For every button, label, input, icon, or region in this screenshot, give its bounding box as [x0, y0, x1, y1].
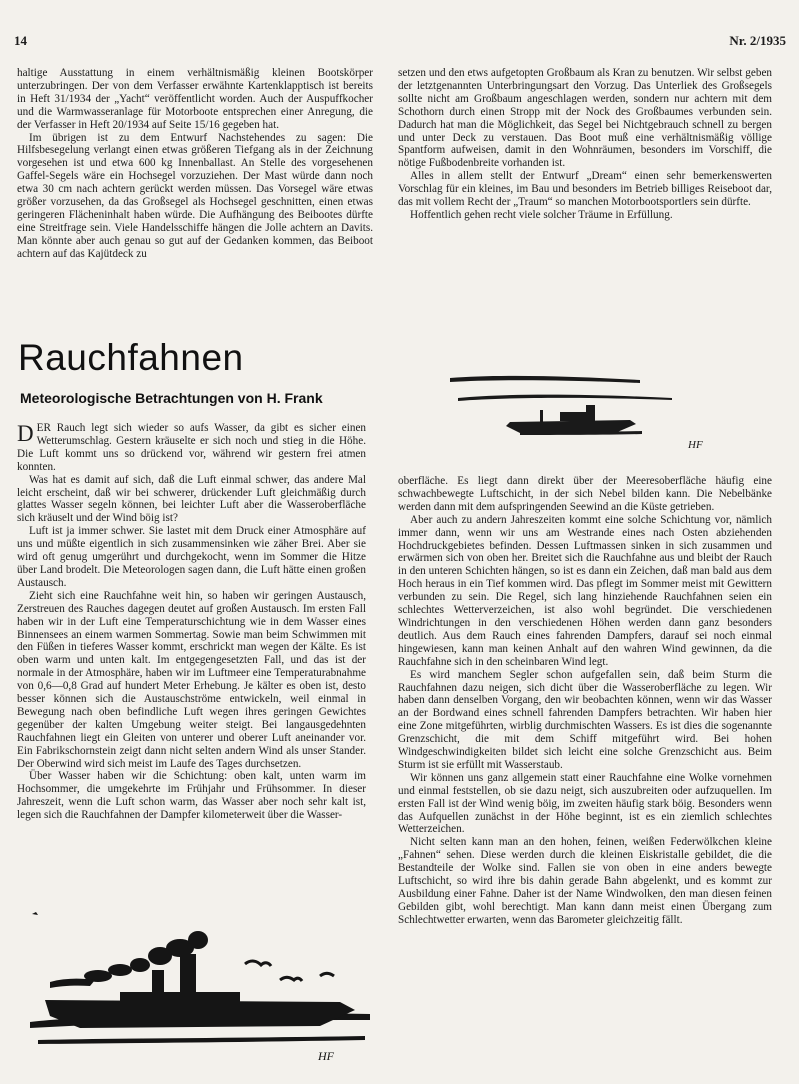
illustrator-signature: HF — [688, 439, 703, 451]
paragraph: Luft ist ja immer schwer. Sie lastet mit dem Druck einer Atmosphäre auf uns und müßte eigentlich in sich zusammensinken wie zäher Brei. Aber sie wird oft genug umgerührt und durchgekocht, wenn im Sommer die Hitze über Land brodelt. Die Meteorologen sagen dann, die Luft hätte einen großen Austausch. — [17, 525, 366, 589]
paragraph-first — [17, 422, 366, 474]
paragraph: Aber auch zu andern Jahreszeiten kommt eine solche Schichtung vor, nämlich immer dann, wenn wir uns am Westrande eines nach Osten abziehenden Hochdruckgebietes befinden. Dessen Luftmassen sinken in sich zusammen und erwärmen sich von oben her. Breitet sich die Rauchfahne aus und bleibt der Rauch in den unteren Schichten hängen, so ist es dann ein Zeichen, daß man bald aus dem Hoch heraus in ein Tief kommen wird. Das pflegt im Sommer meist mit Gewittern verbunden zu sein. Die Regel, sich lang hinziehende Rauchfahnen seien ein schlechtes Wetterverzeichen, ist also wohl begründet. Die verschiedenen Windrichtungen in den verschiedenen Höhen werden dann ganz besonders deutlich. Aus dem Rauch eines fahrenden Dampfers, darauf sei noch einmal hingewiesen, kann man keinen Anhalt auf den wahren Wind gewinnen, da die Rauchfahne sich in den scheinbaren Wind legt. — [398, 513, 772, 668]
top-right-column — [398, 67, 772, 222]
smoke-trail — [450, 376, 640, 383]
paragraph: Wir können uns ganz allgemein statt einer Rauchfahne eine Wolke vornehmen und einmal feststellen, ob sie dazu neigt, sich auszubreiten oder aufzuquellen. Im ersten Fall ist der Wind wenig böig, im zweiten häufig stark böig. Besonders wenn das Aufquellen zunächst in der Höhe beginnt, ist es ein ziemlich schlechtes Wetterzeichen. — [398, 771, 772, 836]
paragraph: Im übrigen ist zu dem Entwurf Nachstehendes zu sagen: Die Hilfsbesegelung verlangt einen etwas größeren Tiefgang als in der Zeichnung vorgesehen ist und etwa 600 kg Innenballast. An Stelle des vorgesehenen Gaffel-Segels wäre ein Hochsegel vorzuziehen. Der Mast würde dann noch etwa 30 cm nach achtern gerückt werden müssen. Das Vorsegel wäre etwas größer vorzusehen, da das Großsegel als Hochsegel geschnitten, einen etwas geringeren Flächeninhalt haben würde. Die Aufhängung des Beibootes dürfte eine Streitfrage sein. Viele Handelsschiffe hängen die Jolle achtern an Davits. Man könnte aber auch genau so gut auf der Gedanken kommen, das Beiboot achtern auf das Kajütdeck zu — [17, 131, 373, 260]
paragraph: Nicht selten kann man an den hohen, feinen, weißen Federwölkchen kleine „Fahnen“ sehen. Diese werden durch die kleinen Eiskristalle gebildet, die die Bestandteile der Wolke sind. Fallen sie von oben in eine anders bewegte Luftschicht, so wird ihre bis dahin gerade Bahn abgelenkt, und es kommt zur Ausbildung einer Fahne. Daher ist der Name Windwolken, den man diesen feinen Gebilden gibt, wohl berechtigt. Man kann dann meist einen Übergang zum Schlechtwetter erwarten, wenn das Barometer gleichzeitig fällt. — [398, 836, 772, 926]
paragraph: oberfläche. Es liegt dann direkt über der Meeresoberfläche häufig eine schwachbewegte Luftschicht, in der sich Nebel bilden kann. Die Nebelbänke werden dann mit dem aufspringenden Seewind an die Küste getrieben. — [398, 475, 772, 513]
top-left-column — [17, 67, 373, 261]
article-right-column — [398, 475, 772, 927]
drop-cap: D — [17, 421, 34, 446]
steamship-illustration-bottom — [20, 910, 380, 1070]
ship-deckhouse — [560, 412, 590, 421]
article-subtitle: Meteorologische Betrachtungen von H. Frank — [20, 390, 323, 406]
paragraph: setzen und den etws aufgetopten Großbaum als Kran zu benutzen. Wir selbst geben der letztgenannten Unterbringungsart den Vorzug. Das Unterliek des Großsegels sollte nicht am Großbaum angeschlagen werden, sondern nur achtern mit dem Schothorn durch einen Stropp mit der Nock des Großbaumes verbunden sein. Dadurch hat man die Möglichkeit, das Segel bei Nichtgebrauch schnell zu bergen und unter Deck zu verstauen. Das Boot muß eine verhältnismäßig völlige Spantform aufweisen, damit in den Wohnräumen, besonders im Vorschiff, die nötige Fußbodenbreite vorhanden ist. — [398, 67, 772, 170]
paragraph: Es wird manchem Segler schon aufgefallen sein, daß beim Sturm die Rauchfahnen dazu neigen, sich dicht über die Wasseroberfläche zu legen. Wir haben dann denselben Vorgang, den wir beobachten können, wenn wir das Wasser an der Bordwand eines schnell fahrenden Dampfers betrachten. Wir haben hier eine Zone mitgeführten, wirblig durchmischten Wassers. Es ist dies die sogenannte Grenzschicht, die mit dem Schiff mitgeführt wird. Bei hohen Windgeschwindigkeiten bildet sich leicht eine solche Grenzschicht aus. Beim Sturm ist sie erfüllt mit Wasserstaub. — [398, 668, 772, 771]
paragraph: Alles in allem stellt der Entwurf „Dream“ einen sehr bemerkenswerten Vorschlag für ein kleines, im Bau und besonders im Betrieb billiges Reiseboot dar, das mit vollem Recht der „Traum“ so manchen Motorbootsportlers sein dürfte. — [398, 170, 772, 209]
article-left-column — [17, 422, 366, 822]
paragraph-first-text: ER Rauch legt sich wieder so aufs Wasser, da gibt es sicher einen Wetterumschlag. Gestern kräuselte er sich noch und stieg in die Höhe. Die Luft kommt uns so drückend vor, während wir gestern frei atmen konnten. — [17, 422, 366, 473]
paragraph: Zieht sich eine Rauchfahne weit hin, so haben wir geringen Austausch, Zerstreuen des Rauches dagegen deutet auf großen Austausch. Im ersten Fall haben wir in der Luft eine Temperaturschichtung wie in dem Wasser eines Binnensees an einem warmen Sommertag. Sowie man beim Schwimmen mit den Füßen in tieferes Wasser kommt, erschrickt man wegen der Kälte. Es ist oben warm und unten kalt. Im entgegengesetzten Fall, und das ist der normale in der Atmosphäre, haben wir im Luftmeer eine Temperaturabnahme von 0,6—0,8 Grad auf hundert Meter Erhebung. Je kälter es oben ist, desto besser können sich die Austauschströme entwickeln, weil einmal in Bewegung nach oben befindliche Luft wegen ihres geringen Gewichtes gegenüber der kalten Umgebung weiter steigt. Bei langausgedehnten Rauchfahnen liegt ein Gleiten von unterer und oberer Luft aneinander vor. Ein Fabrikschornstein zeigt dann nicht selten andern Wind als unser Stander. Der Oberwind wird sich meist im Laufe des Tages durchsetzen. — [17, 589, 366, 770]
illustrator-signature: HF — [318, 1049, 334, 1063]
page-number: 14 — [14, 33, 27, 48]
article-title: Rauchfahnen — [18, 337, 244, 378]
issue-number: Nr. 2/1935 — [729, 33, 786, 48]
steamship-illustration-top — [410, 360, 710, 460]
paragraph: Hoffentlich gehen recht viele solcher Träume in Erfüllung. — [410, 208, 673, 221]
paragraph: Über Wasser haben wir die Schichtung: oben kalt, unten warm im Hochsommer, die umgekehrte im Frühjahr und Frühsommer. In dieser Jahreszeit, wenn die Luft schon warm, das Wasser aber noch sehr kalt ist, legen sich die Rauchfahnen der Dampfer kilometerweit über die Wasser- — [17, 770, 366, 822]
ship-hull — [506, 420, 636, 433]
paragraph: Was hat es damit auf sich, daß die Luft einmal schwer, das andere Mal leicht erscheint, daß wir bei schwerer, drückender Luft gleichmäßig durch glattes Wasser segeln können, bei leichter Luft aber die Wasseroberfläche sich kräuselt und der Wind böig ist? — [17, 473, 366, 525]
paragraph: haltige Ausstattung in einem verhältnismäßig kleinen Bootskörper unterzubringen. Der von dem Verfasser erwähnte Kartenklapptisch ist bereits in Heft 31/1934 der „Yacht“ veröffentlicht worden. Auch der Auspuffkocher und die Warmwasseranlage für Motorboote entsprechen einer Anregung, die der Verfasser in Heft 20/1934 auf Seite 15/16 gegeben hat. — [17, 67, 373, 131]
horizon-line — [458, 395, 672, 401]
